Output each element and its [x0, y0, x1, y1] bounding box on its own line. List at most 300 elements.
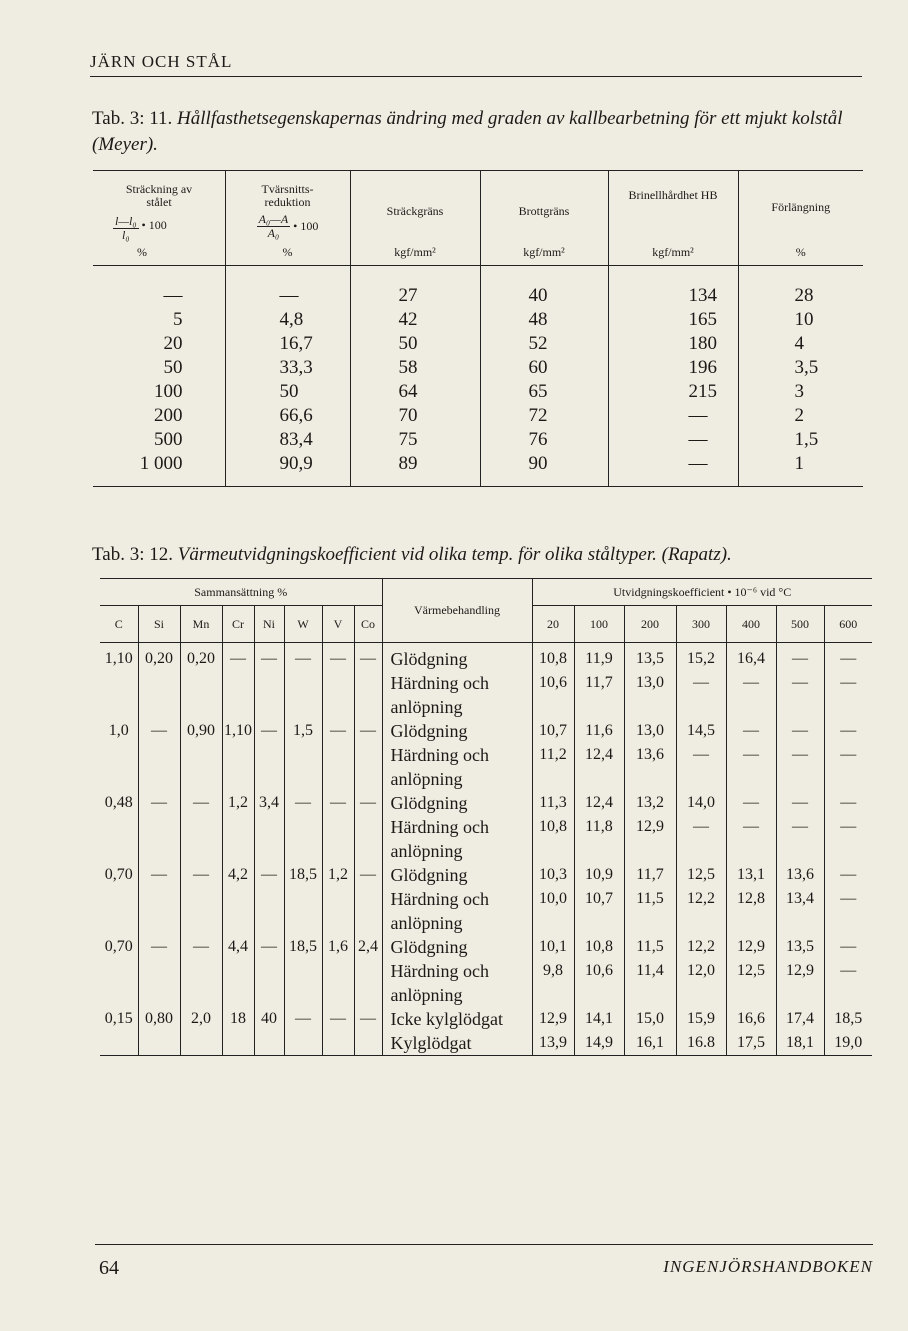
table2-row [100, 743, 872, 767]
table1-cell: — [608, 428, 738, 452]
table1-cell: 5 [173, 309, 183, 330]
composition-cell [222, 839, 254, 863]
table2-row [100, 887, 872, 911]
composition-cell: 0,20 [138, 643, 180, 672]
table1-cell: 20 [163, 333, 183, 354]
coefficient-cell [776, 839, 824, 863]
composition-cell [322, 983, 354, 1007]
composition-cell: — [354, 643, 382, 672]
table1-cell: 200 [154, 405, 183, 426]
composition-cell [322, 1031, 354, 1056]
coefficient-cell: 13,1 [726, 863, 776, 887]
table1-cell: 40 [480, 266, 608, 309]
composition-cell [222, 887, 254, 911]
element-header: Ni [254, 606, 284, 643]
header-rule [90, 76, 862, 77]
coefficient-cell [726, 695, 776, 719]
coefficient-cell: — [824, 671, 872, 695]
coefficient-cell: 16,1 [624, 1031, 676, 1056]
treatment-header: Värmebehandling [382, 579, 532, 643]
composition-cell [322, 839, 354, 863]
coefficient-cell [624, 839, 676, 863]
table1-cell: 33,3 [225, 356, 350, 380]
coefficient-cell [824, 839, 872, 863]
composition-cell [180, 743, 222, 767]
table2-row [100, 983, 872, 1007]
composition-cell [180, 911, 222, 935]
table1-cell: 196 [608, 356, 738, 380]
coefficient-cell [676, 911, 726, 935]
composition-cell [138, 983, 180, 1007]
coefficient-cell: 19,0 [824, 1031, 872, 1056]
temperature-header: 300 [676, 606, 726, 643]
table2-row [100, 959, 872, 983]
table1-title: Hållfasthetsegenskapernas ändring med graden av kallbearbetning för ett mjukt kolstål (Meyer). [92, 108, 843, 155]
composition-cell [180, 671, 222, 695]
composition-cell: 1,0 [108, 722, 129, 739]
table1-cell: 4 [738, 332, 863, 356]
composition-cell: — [180, 863, 222, 887]
coefficient-cell [676, 767, 726, 791]
composition-cell [284, 815, 322, 839]
coefficient-cell: 11,3 [532, 791, 574, 815]
table1-cell: 70 [350, 404, 480, 428]
table1-row [93, 404, 863, 428]
composition-cell: 0,70 [104, 938, 133, 955]
composition-cell [354, 815, 382, 839]
table1-cell: — [225, 266, 350, 309]
coefficient-cell: — [726, 815, 776, 839]
composition-cell: — [284, 791, 322, 815]
treatment-cell: Glödgning [382, 935, 532, 959]
table2-body [100, 643, 872, 1056]
temperature-header: 100 [574, 606, 624, 643]
coefficient-cell: 10,6 [532, 671, 574, 695]
composition-cell [322, 815, 354, 839]
composition-cell: 0,20 [180, 643, 222, 672]
coefficient-cell [726, 767, 776, 791]
coefficient-cell: 16.8 [676, 1031, 726, 1056]
composition-cell: — [138, 935, 180, 959]
coefficient-cell [776, 767, 824, 791]
composition-cell [284, 695, 322, 719]
composition-cell [180, 1031, 222, 1056]
coefficient-cell: 11,9 [574, 643, 624, 672]
coefficient-cell: — [824, 887, 872, 911]
table2-row [100, 791, 872, 815]
composition-cell: — [354, 791, 382, 815]
composition-cell: — [254, 935, 284, 959]
table1-cell: 83,4 [225, 428, 350, 452]
table1-cell: 1,5 [738, 428, 863, 452]
composition-cell [254, 959, 284, 983]
treatment-cell: Glödgning [382, 719, 532, 743]
table1-cell: 180 [608, 332, 738, 356]
coefficient-cell: 12,4 [574, 791, 624, 815]
composition-cell [284, 959, 322, 983]
composition-cell: — [138, 719, 180, 743]
table1-cell: 50 [350, 332, 480, 356]
table1-cell: 52 [480, 332, 608, 356]
composition-cell [100, 815, 138, 839]
composition-cell [138, 959, 180, 983]
coefficient-cell: — [776, 719, 824, 743]
table1-cell: 72 [480, 404, 608, 428]
composition-cell [222, 1031, 254, 1056]
coefficient-cell: 12,2 [676, 887, 726, 911]
composition-cell: — [322, 1007, 354, 1031]
composition-cell: — [254, 643, 284, 672]
table1-col-hardness: Brinellhårdhet HB kgf/mm² [608, 171, 738, 266]
composition-cell: 2,0 [180, 1007, 222, 1031]
composition-cell [100, 695, 138, 719]
table1-cell: 27 [350, 266, 480, 309]
coefficient-cell [776, 695, 824, 719]
treatment-cell: Icke kylglödgat [382, 1007, 532, 1031]
coefficient-cell [532, 839, 574, 863]
composition-cell [180, 983, 222, 1007]
treatment-cell: anlöpning [382, 983, 532, 1007]
composition-cell [354, 839, 382, 863]
table2-row [100, 671, 872, 695]
composition-cell [354, 911, 382, 935]
coefficient-cell [574, 767, 624, 791]
coefficient-cell: — [824, 643, 872, 672]
coefficient-cell: 11,4 [624, 959, 676, 983]
coefficient-cell: 12,5 [726, 959, 776, 983]
composition-cell [254, 767, 284, 791]
table2-row [100, 1031, 872, 1056]
composition-cell [322, 671, 354, 695]
table2 [100, 578, 872, 1056]
composition-cell [138, 887, 180, 911]
coefficient-cell [776, 911, 824, 935]
table1-cell: 90,9 [225, 452, 350, 487]
treatment-cell: Härdning och [382, 959, 532, 983]
composition-cell [354, 959, 382, 983]
table1-cell: 42 [350, 308, 480, 332]
coefficient-cell: 10,1 [532, 935, 574, 959]
coefficient-cell: 13,0 [624, 671, 676, 695]
table1-cell: 2 [738, 404, 863, 428]
page-footer [95, 1244, 873, 1279]
coefficient-cell: 13,5 [776, 935, 824, 959]
coefficient-cell: 15,9 [676, 1007, 726, 1031]
coefficient-cell: 12,2 [676, 935, 726, 959]
coefficient-cell: — [726, 743, 776, 767]
composition-cell [354, 671, 382, 695]
composition-cell: — [354, 719, 382, 743]
table1-row [93, 428, 863, 452]
table1-cell: 16,7 [225, 332, 350, 356]
composition-cell: 1,10 [104, 650, 133, 667]
composition-cell [100, 839, 138, 863]
table1-cell: 66,6 [225, 404, 350, 428]
treatment-cell: Härdning och [382, 887, 532, 911]
composition-cell: — [222, 643, 254, 672]
coefficient-cell: — [824, 863, 872, 887]
composition-cell [354, 1031, 382, 1056]
coefficient-cell: — [824, 791, 872, 815]
running-title: JÄRN OCH STÅL [90, 52, 233, 71]
treatment-cell: Glödgning [382, 643, 532, 672]
composition-cell [100, 887, 138, 911]
table1-cell: 1 [738, 452, 863, 487]
table1-cell: 28 [738, 266, 863, 309]
composition-cell [222, 767, 254, 791]
composition-cell [322, 887, 354, 911]
composition-cell: 4,4 [222, 935, 254, 959]
composition-cell: — [254, 863, 284, 887]
coefficient-cell: — [824, 935, 872, 959]
treatment-cell: Härdning och [382, 815, 532, 839]
composition-cell [222, 743, 254, 767]
composition-cell [180, 767, 222, 791]
coefficient-cell: — [726, 719, 776, 743]
coefficient-cell: 12,9 [776, 959, 824, 983]
stretch-formula: $\frac{\text{l—l₀}}{\text{l₀}}$ [115, 214, 137, 242]
composition-cell [354, 695, 382, 719]
table1-cell: 134 [608, 266, 738, 309]
page-number: 64 [99, 1257, 119, 1279]
composition-cell [254, 815, 284, 839]
coefficient-cell [574, 983, 624, 1007]
coefficient-cell [726, 911, 776, 935]
coefficient-cell: — [776, 643, 824, 672]
table1-row [93, 266, 863, 309]
table1-cell: 3,5 [738, 356, 863, 380]
coefficient-cell: 15,2 [676, 643, 726, 672]
table2-row [100, 643, 872, 672]
composition-cell: 0,48 [104, 794, 133, 811]
table1-col-yield: Sträckgräns kgf/mm² [350, 171, 480, 266]
table1-row [93, 380, 863, 404]
treatment-cell: Glödgning [382, 863, 532, 887]
composition-cell [254, 671, 284, 695]
composition-cell [100, 983, 138, 1007]
composition-cell [100, 1031, 138, 1056]
composition-cell: — [180, 791, 222, 815]
composition-cell [354, 983, 382, 1007]
element-header: Mn [180, 606, 222, 643]
treatment-cell: anlöpning [382, 839, 532, 863]
coefficient-cell [532, 983, 574, 1007]
table1-col-reduction: Tvärsnitts-reduktion $\frac{\text{A₀—A}}{\text{A₀}}$ • 100 % [225, 171, 350, 266]
composition-cell [284, 839, 322, 863]
table2-label: Tab. 3: 12. [92, 544, 173, 565]
composition-cell [254, 983, 284, 1007]
composition-cell [138, 695, 180, 719]
treatment-cell: anlöpning [382, 695, 532, 719]
composition-cell [322, 767, 354, 791]
coefficient-cell: 9,8 [532, 959, 574, 983]
coefficient-cell: 18,5 [824, 1007, 872, 1031]
composition-cell: — [284, 643, 322, 672]
composition-cell [254, 887, 284, 911]
coefficient-cell: — [776, 743, 824, 767]
element-header: Cr [222, 606, 254, 643]
coefficient-cell: 11,5 [624, 935, 676, 959]
coefficient-cell: 10,8 [574, 935, 624, 959]
composition-cell: — [354, 863, 382, 887]
coefficient-cell: 13,6 [776, 863, 824, 887]
composition-cell [254, 1031, 284, 1056]
coefficient-cell: 12,8 [726, 887, 776, 911]
coefficient-cell: 10,9 [574, 863, 624, 887]
composition-cell: 18 [222, 1007, 254, 1031]
coefficient-cell: 11,7 [624, 863, 676, 887]
coefficient-cell: 14,5 [676, 719, 726, 743]
coefficient-cell: 12,9 [532, 1007, 574, 1031]
coefficient-cell: 11,2 [532, 743, 574, 767]
coefficient-cell [574, 839, 624, 863]
table2-title: Värmeutvidgningskoefficient vid olika temp. för olika ståltyper. (Rapatz). [177, 544, 732, 565]
treatment-cell: anlöpning [382, 767, 532, 791]
composition-cell [222, 815, 254, 839]
coefficient-cell: 13,0 [624, 719, 676, 743]
table1-cell: 215 [608, 380, 738, 404]
coefficient-cell: — [776, 671, 824, 695]
composition-cell [180, 815, 222, 839]
coefficient-cell [624, 695, 676, 719]
coefficient-header: Utvidgningskoefficient • 10⁻⁶ vid °C [532, 579, 872, 606]
coefficient-cell: 16,6 [726, 1007, 776, 1031]
composition-cell: 18,5 [284, 935, 322, 959]
coefficient-cell: 12,4 [574, 743, 624, 767]
composition-cell [254, 743, 284, 767]
composition-cell [254, 839, 284, 863]
table1-col-stretch: Sträckning av stålet $\frac{\text{l—l₀}}{\text{l₀}}$ • 100 % [93, 171, 225, 266]
coefficient-cell: — [824, 743, 872, 767]
coefficient-cell [824, 911, 872, 935]
table2-row [100, 767, 872, 791]
composition-cell [322, 743, 354, 767]
table1-cell: 60 [480, 356, 608, 380]
reduction-formula: $\frac{\text{A₀—A}}{\text{A₀}}$ [258, 212, 289, 240]
coefficient-cell: 17,5 [726, 1031, 776, 1056]
coefficient-cell: 12,9 [624, 815, 676, 839]
coefficient-cell: — [676, 743, 726, 767]
coefficient-cell: 10,3 [532, 863, 574, 887]
coefficient-cell: 11,6 [574, 719, 624, 743]
coefficient-cell [676, 695, 726, 719]
composition-cell: 2,4 [354, 935, 382, 959]
table2-caption [92, 542, 872, 568]
coefficient-cell [624, 767, 676, 791]
table2-row [100, 695, 872, 719]
table1-cell: 89 [350, 452, 480, 487]
table2-row [100, 719, 872, 743]
composition-cell: 0,15 [104, 1010, 133, 1027]
temperature-header: 600 [824, 606, 872, 643]
composition-cell: 18,5 [284, 863, 322, 887]
table1-body [93, 266, 863, 487]
coefficient-cell: 14,9 [574, 1031, 624, 1056]
coefficient-cell: — [776, 815, 824, 839]
coefficient-cell: 13,9 [532, 1031, 574, 1056]
coefficient-cell: 10,6 [574, 959, 624, 983]
coefficient-cell: — [676, 671, 726, 695]
composition-cell [222, 671, 254, 695]
composition-cell [100, 671, 138, 695]
table2-row [100, 1007, 872, 1031]
table2-row [100, 863, 872, 887]
composition-cell [284, 887, 322, 911]
table1-cell: 50 [225, 380, 350, 404]
coefficient-cell: 15,0 [624, 1007, 676, 1031]
element-header: Si [138, 606, 180, 643]
coefficient-cell: 10,0 [532, 887, 574, 911]
composition-cell: — [322, 643, 354, 672]
table1-row [93, 452, 863, 487]
composition-cell [322, 911, 354, 935]
coefficient-cell: — [726, 791, 776, 815]
coefficient-cell [532, 695, 574, 719]
table1-cell: 58 [350, 356, 480, 380]
table1-label: Tab. 3: 11. [92, 108, 173, 129]
table1-col-elongation: Förlängning % [738, 171, 863, 266]
composition-cell [284, 671, 322, 695]
table1-cell: 1 000 [139, 453, 183, 474]
composition-cell [180, 839, 222, 863]
coefficient-cell: 13,6 [624, 743, 676, 767]
table1-cell: 3 [738, 380, 863, 404]
composition-cell: — [138, 863, 180, 887]
coefficient-cell: 12,0 [676, 959, 726, 983]
table1-cell: — [163, 285, 183, 306]
composition-cell [138, 911, 180, 935]
composition-cell [100, 911, 138, 935]
table1-cell: 100 [154, 381, 183, 402]
element-header: C [100, 606, 138, 643]
composition-cell [138, 815, 180, 839]
temperature-header: 500 [776, 606, 824, 643]
table2-row [100, 815, 872, 839]
composition-cell: 40 [254, 1007, 284, 1031]
composition-cell [222, 695, 254, 719]
table1-caption [92, 106, 872, 158]
composition-cell [180, 887, 222, 911]
treatment-cell: Kylglödgat [382, 1031, 532, 1056]
composition-cell [138, 767, 180, 791]
table1-row [93, 332, 863, 356]
coefficient-cell: 12,5 [676, 863, 726, 887]
coefficient-cell [624, 983, 676, 1007]
table1-cell: 76 [480, 428, 608, 452]
table1-cell: 48 [480, 308, 608, 332]
table1-cell: — [608, 404, 738, 428]
treatment-cell: anlöpning [382, 911, 532, 935]
composition-cell [138, 743, 180, 767]
treatment-cell: Härdning och [382, 671, 532, 695]
coefficient-cell: 11,7 [574, 671, 624, 695]
coefficient-cell: — [824, 959, 872, 983]
element-header: W [284, 606, 322, 643]
coefficient-cell: 18,1 [776, 1031, 824, 1056]
composition-cell [284, 911, 322, 935]
table1-cell: 165 [608, 308, 738, 332]
table1-cell: 65 [480, 380, 608, 404]
composition-cell [322, 959, 354, 983]
coefficient-cell [532, 767, 574, 791]
composition-cell: — [138, 791, 180, 815]
coefficient-cell: — [776, 791, 824, 815]
coefficient-cell: 14,1 [574, 1007, 624, 1031]
composition-cell: — [322, 719, 354, 743]
table1-cell: 90 [480, 452, 608, 487]
coefficient-cell: — [676, 815, 726, 839]
coefficient-cell: — [824, 719, 872, 743]
